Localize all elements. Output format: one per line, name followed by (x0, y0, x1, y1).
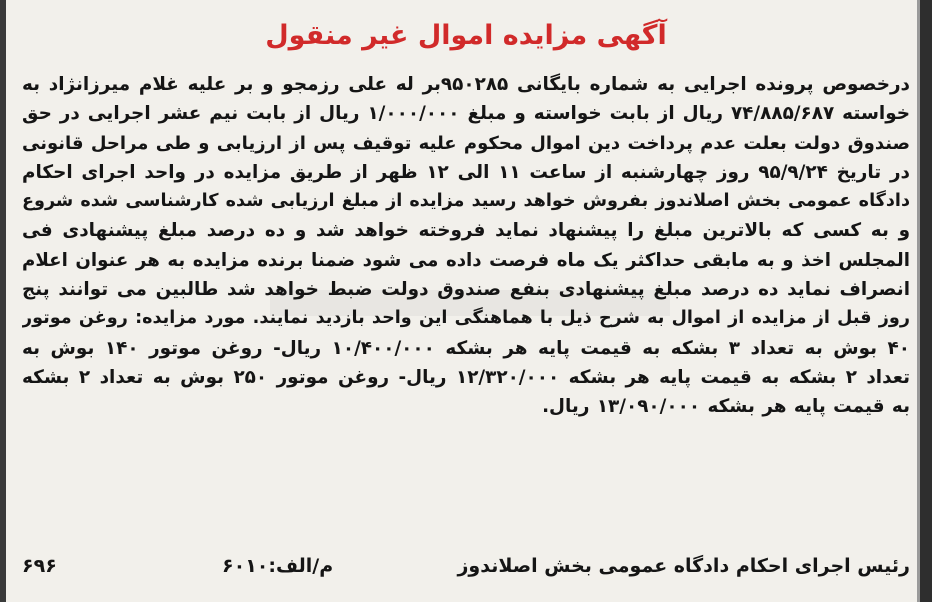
right-page-edge-highlight (917, 0, 920, 602)
notice-line: دادگاه عمومی بخش اصلاندوز بفروش خواهد رسید مزایده از مبلغ ارزیابی شده کارشناسی شده شروع (22, 191, 910, 212)
notice-line: المجلس اخذ و به مابقی حداکثر یک ماه فرصت داده می شود ضمنا برنده مزایده به هر عنوان اعلام (22, 249, 910, 271)
left-page-edge (0, 0, 6, 602)
reference-code: م/الف:۶۰۱۰ (222, 555, 334, 577)
notice-line: خواسته ۷۴/۸۸۵/۶۸۷ ریال از بابت خواسته و مبلغ ۱/۰۰۰/۰۰۰ ریال از بابت نیم عشر اجرایی در حق (22, 103, 910, 125)
right-page-edge (920, 0, 932, 602)
signer-title: رئیس اجرای احکام دادگاه عمومی بخش اصلاندوز (457, 555, 910, 577)
notice-body (22, 70, 910, 422)
notice-line: درخصوص پرونده اجرایی به شماره بایگانی ۹۵۰۲۸۵بر له علی رزمجو و بر علیه غلام میرزانژاد به (22, 74, 910, 95)
notice-line: انصراف نماید ده درصد مبلغ پیشنهادی بنفع صندوق دولت ضبط خواهد شد طالبین می توانند پنج (22, 279, 910, 301)
notice-number: ۶۹۶ (22, 555, 57, 577)
notice-line: تعداد ۲ بشکه به قیمت پایه هر بشکه ۱۲/۳۲۰/۰۰۰ ریال- روغن موتور ۲۵۰ بوش به تعداد ۲ بشکه (22, 366, 910, 388)
notice-line: ۴۰ بوش به تعداد ۳ بشکه به قیمت پایه هر بشکه ۱۰/۴۰۰/۰۰۰ ریال- روغن موتور ۱۴۰ بوش به (22, 337, 910, 359)
notice-title: آگهی مزایده اموال غیر منقول (265, 20, 667, 51)
notice-line: و به کسی که بالاترین مبلغ را پیشنهاد نماید فروخته خواهد شد و ده درصد مبلغ پیشنهادی فی (22, 220, 910, 242)
notice-line: به قیمت پایه هر بشکه ۱۳/۰۹۰/۰۰۰ ریال. (542, 396, 910, 418)
notice-footer (22, 551, 910, 587)
notice-line: در تاریخ ۹۵/۹/۲۴ روز چهارشنبه از ساعت ۱۱ الی ۱۲ ظهر از طریق مزایده در واحد اجرای احکام (22, 161, 910, 183)
notice-line: روز قبل از مزایده از اموال به شرح ذیل با هماهنگی این واحد بازدید نمایند. مورد مزایده: روغن موتور (22, 308, 910, 329)
notice-line: صندوق دولت بعلت عدم پرداخت دین اموال محکوم علیه توقیف پس از ارزیابی و طی مراحل قانونی (22, 132, 910, 154)
